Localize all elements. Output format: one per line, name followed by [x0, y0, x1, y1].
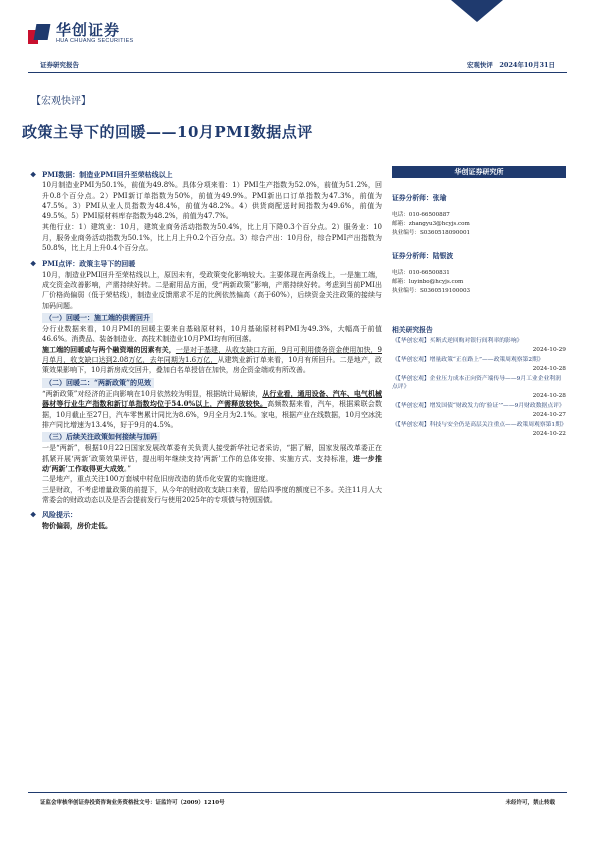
analyst-block: [392, 250, 566, 296]
section-pmi-data-head: ❖ PMI数据：制造业PMI回升至荣枯线以上: [30, 170, 173, 179]
footer-rule: [28, 792, 567, 793]
diamond-bullet-icon: ❖: [30, 510, 37, 520]
analyst-email[interactable]: 邮箱：luyinbo@hcyjs.com: [392, 279, 464, 285]
review-intro-paragraph: 10月，制造业PMI回升至荣枯线以上，原因未有，受政策变化影响较大。主要体现在两条线上，一是施工端，成交资金改善影响，产需持续好转。二是耐用品方面，受“两新政策”影响，产需持续好转。考虑到当前PMI出厂价格尚偏弱（低于荣枯线），制造业反馈需求不足的比例依然偏高（高于60%），后续资金关注政策的接续与加码问题。: [42, 270, 382, 310]
logo-mark-icon: [28, 22, 50, 44]
section-pmi-review-head: ❖ PMI点评：政策主导下的回暖: [30, 259, 136, 269]
analyst-name: 证券分析师：张瑜: [392, 194, 447, 202]
diamond-bullet-icon: ❖: [30, 259, 37, 269]
subheading-two-new-policy: （二）回暖二：“两新政策”的见效: [42, 378, 154, 388]
follow-up-paragraph-3: 三是财政，不考虑增量政策的前提下，从今年的财政收支缺口来看，留给四季度的额度已不多。关注11月人大常委会的财政动态以及是否会提前发行与使用2025年的专项债与特别国债。: [42, 485, 382, 504]
related-report-link[interactable]: 《【华创宏观】增发国债“财政发力的‘验证’”——9月财政数据点评》: [392, 403, 565, 409]
analyst-email[interactable]: 邮箱：zhangyu3@hcyjs.com: [392, 221, 470, 227]
report-type-label: 证券研究报告: [40, 61, 79, 69]
logo-cn: 华创证券: [56, 21, 121, 39]
analyst-block: [392, 192, 566, 238]
analyst-phone: 电话：010-66500887: [392, 212, 450, 218]
related-report-date: 2024-10-22: [532, 431, 566, 437]
related-report-date: 2024-10-28: [532, 393, 566, 399]
analyst-name: 证券分析师：陆银波: [392, 252, 454, 260]
company-logo: [28, 22, 134, 44]
diamond-bullet-icon: ❖: [30, 170, 37, 179]
report-category: 【宏观快评】: [31, 96, 91, 107]
follow-up-paragraph-1: 一是“两新”，根据10月22日国家发展改革委有关负责人接受新华社记者采访，“据了解，国家发展改革委正在抓紧开展‘两新’政策效果评估，提出明年继续支持‘两新’工作的总体安排、实施方式、支持标准，进一步推动‘两新’工作取得更大成效。”: [42, 444, 383, 474]
report-date-label: 宏观快评 2024年10月31日: [466, 61, 555, 69]
logo-en: HUA CHUANG SECURITIES: [56, 38, 134, 44]
analyst-phone: 电话：010-66500831: [392, 270, 450, 276]
analyst-cert: 执业编号：S0360519100003: [392, 288, 471, 294]
report-title: 政策主导下的回暖——10月PMI数据点评: [22, 123, 313, 141]
related-report-link[interactable]: 《【华创宏观】增量政策“正在路上”——政策周观察第2期》: [392, 357, 544, 363]
related-research-head: 相关研究报告: [392, 326, 433, 334]
institute-banner: 华创证券研究所: [392, 166, 566, 178]
related-report-link[interactable]: 《【华创宏观】企业压力成本正向资产端传导——9月工业企业利润点评》: [392, 376, 561, 390]
corner-triangle-decoration: [451, 0, 503, 22]
other-industries-paragraph: 其他行业：1）建筑业：10月，建筑业商务活动指数为50.4%，比上月下降0.3个百分点。2）服务业：10月，服务业商务活动指数为50.1%，比上月上升0.2个百分点。3）综合产出：10月份，综合PMI产出指数为50.8%，比上月上升0.4个百分点。: [42, 223, 382, 253]
footer-copyright: 未经许可，禁止转载: [505, 800, 555, 806]
construction-paragraph: 施工端的回暖或与两个融资端的因素有关，一是对于基建，从收支缺口方面，9月可利用债务资金使用加快，9月单月，收支缺口达到2.08万亿，去年同期为1.6万亿，从建筑业新订单来看，10月有所回升。二是地产，政策效果影响下，10月新房成交回升，叠加白名单授信在加快，房企资金端或有所改善。: [42, 344, 382, 375]
industry-breakdown-paragraph: 分行业数据来看，10月PMI的回暖主要来自基础原材料，10月基础原材料PMI为49.3%，大幅高于前值46.6%。消费品、装备制造业、高技术制造业10月PMI均有所回落。: [42, 325, 382, 344]
related-report-date: 2024-10-27: [532, 412, 566, 418]
main-column: [30, 166, 382, 531]
related-report-link[interactable]: 《【华创宏观】买断式逆回购对银行间利率的影响》: [392, 338, 523, 344]
section-risk-head: ❖ 风险提示：: [30, 510, 77, 520]
risk-text: 物价偏弱，房价走低。: [42, 520, 112, 530]
follow-up-paragraph-2: 二是地产，重点关注100万套城中村危旧房改造的货币化安置的实施进度。: [42, 475, 273, 484]
related-report-date: 2024-10-29: [532, 347, 566, 353]
footer-license: 证监会审核华创证券投资咨询业务资格批文号：证监许可（2009）1210号: [40, 800, 225, 806]
subheading-follow-up: （三）后续关注政策如何接续与加码: [42, 432, 160, 442]
sidebar: [392, 166, 566, 440]
two-new-paragraph: “两新政策”对经济的正向影响在10月依然较为明显，根据统计局解读，从行业看，通用设备、汽车、电气机械器材等行业生产指数和新订单指数均位于54.0%以上，产需释放较快。高频数据来看，汽车，根据乘联会数据，10月截止至27日，汽车零售累计同比为8.6%，9月全月为2.1%。家电，根据产业在线数据，10月空冰洗排产同比增速为13.4%，好于9月的4.5%。: [42, 388, 383, 429]
related-report-link[interactable]: 《【华创宏观】科技与安全仍是高层关注重点——政策周观察第1期》: [392, 422, 567, 428]
subheading-construction: （一）回暖一：施工端的供需回升: [42, 313, 153, 323]
pmi-data-paragraph: 10月制造业PMI为50.1%，前值为49.8%。具体分项来看：1）PMI生产指数为52.0%，前值为51.2%，回升0.8个百分点。2）PMI新订单指数为50%，前值为49.9%。PMI新出口订单指数为47.3%，前值为47.5%。3）PMI从业人员指数为48.4%，前值为48.2%。4）供货商配送时间指数为49.6%，前值为49.5%。5）PMI原材料库存指数为48.2%，前值为47.7%。: [42, 181, 382, 221]
analyst-cert: 执业编号：S0360518090001: [392, 230, 471, 236]
related-list: [392, 337, 566, 439]
header-rule: [28, 72, 567, 73]
related-report-date: 2024-10-28: [532, 366, 566, 372]
